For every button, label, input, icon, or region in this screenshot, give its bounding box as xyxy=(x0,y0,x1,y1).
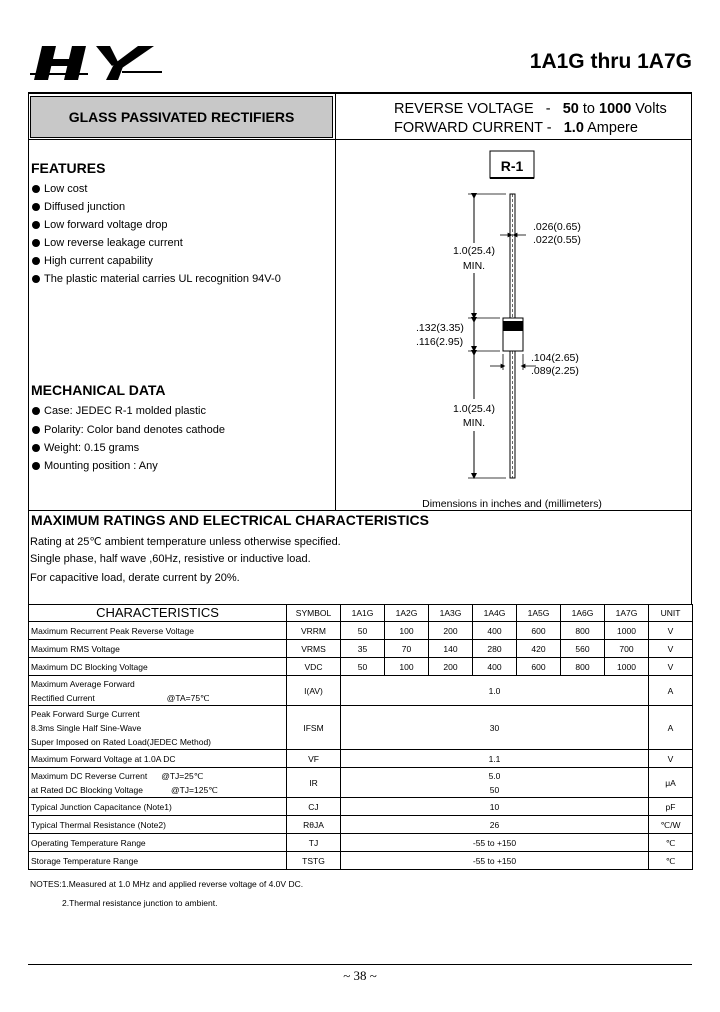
row-value: 600 xyxy=(517,622,561,640)
row-unit: μA xyxy=(649,768,693,798)
row-label: Maximum Recurrent Peak Reverse Voltage xyxy=(29,622,287,640)
row-symbol: I(AV) xyxy=(287,676,341,706)
row-label: Maximum Forward Voltage at 1.0A DC xyxy=(29,750,287,768)
row-label: Typical Thermal Resistance (Note2) xyxy=(29,816,287,834)
column-header: SYMBOL xyxy=(287,605,341,622)
reverse-voltage-spec xyxy=(394,101,667,117)
row-symbol: VF xyxy=(287,750,341,768)
row-value: 1000 xyxy=(605,658,649,676)
row-condition: @TJ=125℃ xyxy=(170,784,218,795)
reverse-voltage-sep: - xyxy=(545,101,551,117)
reverse-voltage-to: to xyxy=(582,101,595,117)
row-label-text: at Rated DC Blocking Voltage xyxy=(31,784,143,795)
reverse-voltage-max: 1000 xyxy=(599,101,632,117)
list-item: Low forward voltage drop xyxy=(31,216,281,234)
row-label-line xyxy=(31,691,284,705)
table-row xyxy=(29,750,693,768)
row-value: 1.1 xyxy=(341,750,649,768)
cathode-band xyxy=(503,321,523,331)
row-label-text: Maximum DC Reverse Current xyxy=(31,770,148,781)
row-value: 50 xyxy=(341,622,385,640)
column-header: 1A4G xyxy=(473,605,517,622)
row-symbol: TSTG xyxy=(287,852,341,870)
table-row xyxy=(29,658,693,676)
forward-current-sep: - xyxy=(546,120,552,136)
row-value: 800 xyxy=(561,658,605,676)
column-header: 1A2G xyxy=(385,605,429,622)
row-value: 1000 xyxy=(605,622,649,640)
column-header: 1A5G xyxy=(517,605,561,622)
features-title: FEATURES xyxy=(31,160,106,176)
row-value: 420 xyxy=(517,640,561,658)
row-label: Typical Junction Capacitance (Note1) xyxy=(29,798,287,816)
row-value: 560 xyxy=(561,640,605,658)
note-line: NOTES:1.Measured at 1.0 MHz and applied reverse voltage of 4.0V DC. xyxy=(30,879,304,889)
list-item: Low cost xyxy=(31,179,281,198)
row-value-line: 50 xyxy=(489,784,500,795)
row-unit: V xyxy=(649,658,693,676)
row-label-line: Maximum Average Forward xyxy=(31,678,135,689)
lead-length-bottom-min: MIN. xyxy=(462,417,486,429)
list-item: Diffused junction xyxy=(31,198,281,216)
row-condition: @TJ=25℃ xyxy=(161,770,204,781)
rating-line: Single phase, half wave ,60Hz, resistive or inductive load. xyxy=(30,553,311,565)
row-unit: ℃ xyxy=(649,852,693,870)
row-unit: pF xyxy=(649,798,693,816)
row-symbol: IFSM xyxy=(287,706,341,750)
company-logo xyxy=(28,44,164,82)
forward-current-unit: Ampere xyxy=(587,120,638,136)
ratings-title: MAXIMUM RATINGS AND ELECTRICAL CHARACTERISTICS xyxy=(31,512,429,528)
row-value: 400 xyxy=(473,622,517,640)
row-value: -55 to +150 xyxy=(341,852,649,870)
row-value: 400 xyxy=(473,658,517,676)
document-title: 1A1G thru 1A7G xyxy=(529,50,692,73)
table-row xyxy=(29,768,693,798)
row-label: Maximum DC Blocking Voltage xyxy=(29,658,287,676)
table-row xyxy=(29,706,693,750)
row-value: 100 xyxy=(385,622,429,640)
row-value: 800 xyxy=(561,622,605,640)
row-symbol: VDC xyxy=(287,658,341,676)
row-symbol: CJ xyxy=(287,798,341,816)
reverse-voltage-min: 50 xyxy=(562,101,579,117)
row-label-text: Rectified Current xyxy=(31,692,95,703)
list-item: The plastic material carries UL recognition 94V-0 xyxy=(31,270,281,288)
row-label-line xyxy=(31,783,284,797)
row-symbol: RθJA xyxy=(287,816,341,834)
row-value: 10 xyxy=(341,798,649,816)
forward-current-spec xyxy=(394,120,638,136)
body-diameter-max: .104(2.65) xyxy=(531,352,579,364)
frame-left xyxy=(28,92,29,604)
table-row xyxy=(29,676,693,706)
row-label xyxy=(29,768,287,798)
row-label-line: Super Imposed on Rated Load(JEDEC Method) xyxy=(31,736,212,747)
row-value: 280 xyxy=(473,640,517,658)
row-value xyxy=(341,768,649,798)
list-item: Low reverse leakage current xyxy=(31,234,281,252)
table-row xyxy=(29,622,693,640)
table-row xyxy=(29,798,693,816)
row-label: Maximum RMS Voltage xyxy=(29,640,287,658)
row-value: 600 xyxy=(517,658,561,676)
table-row xyxy=(29,640,693,658)
reverse-voltage-label: REVERSE VOLTAGE xyxy=(394,101,534,117)
table-row xyxy=(29,852,693,870)
row-value: 50 xyxy=(341,658,385,676)
body-diameter-min: .089(2.25) xyxy=(531,365,579,377)
row-symbol: TJ xyxy=(287,834,341,852)
row-value: 35 xyxy=(341,640,385,658)
row-value: 26 xyxy=(341,816,649,834)
row-unit: V xyxy=(649,622,693,640)
list-item: Weight: 0.15 grams xyxy=(31,439,225,457)
column-header: 1A7G xyxy=(605,605,649,622)
column-header: 1A1G xyxy=(341,605,385,622)
row-value: 140 xyxy=(429,640,473,658)
footer-rule xyxy=(28,964,692,965)
row-symbol: VRRM xyxy=(287,622,341,640)
row-symbol: IR xyxy=(287,768,341,798)
drawing-caption: Dimensions in inches and (millimeters) xyxy=(422,498,602,510)
mechanical-list xyxy=(31,402,225,475)
list-item: Case: JEDEC R-1 molded plastic xyxy=(31,402,225,420)
row-value: 200 xyxy=(429,622,473,640)
mechanical-title: MECHANICAL DATA xyxy=(31,382,166,398)
row-label: Storage Temperature Range xyxy=(29,852,287,870)
row-label-line xyxy=(31,769,284,783)
column-header: CHARACTERISTICS xyxy=(29,605,287,622)
row-unit: A xyxy=(649,706,693,750)
forward-current-label: FORWARD CURRENT xyxy=(394,120,543,136)
row-condition: @TA=75℃ xyxy=(166,692,210,703)
features-list xyxy=(31,179,281,288)
column-header: UNIT xyxy=(649,605,693,622)
lead-diameter-min: .022(0.55) xyxy=(533,234,581,246)
list-item: Polarity: Color band denotes cathode xyxy=(31,420,225,439)
package-label: R-1 xyxy=(500,158,524,174)
list-item: Mounting position : Any xyxy=(31,457,225,475)
lead-length-bottom: 1.0(25.4) xyxy=(452,403,496,415)
table-header-row xyxy=(29,605,693,622)
body-length-min: .116(2.95) xyxy=(416,336,464,348)
row-value: 700 xyxy=(605,640,649,658)
row-unit: V xyxy=(649,640,693,658)
row-label xyxy=(29,676,287,706)
list-item: High current capability xyxy=(31,252,281,270)
note-line: 2.Thermal resistance junction to ambient. xyxy=(62,898,218,908)
row-value: 200 xyxy=(429,658,473,676)
row-value: -55 to +150 xyxy=(341,834,649,852)
row-value: 100 xyxy=(385,658,429,676)
row-unit: A xyxy=(649,676,693,706)
table-row xyxy=(29,834,693,852)
row-value: 30 xyxy=(341,706,649,750)
row-label: Operating Temperature Range xyxy=(29,834,287,852)
column-header: 1A3G xyxy=(429,605,473,622)
row-value-line: 5.0 xyxy=(488,770,501,781)
lead-length-top: 1.0(25.4) xyxy=(452,245,496,257)
column-divider xyxy=(335,92,336,511)
row-value: 1.0 xyxy=(341,676,649,706)
row-value: 70 xyxy=(385,640,429,658)
lead-diameter-max: .026(0.65) xyxy=(533,221,581,233)
frame-top-rule xyxy=(28,92,692,94)
lead-length-top-min: MIN. xyxy=(462,260,486,272)
rating-line: For capacitive load, derate current by 20%. xyxy=(30,572,240,584)
row-unit: V xyxy=(649,750,693,768)
package-drawing xyxy=(340,140,692,510)
characteristics-table xyxy=(28,604,693,870)
column-header: 1A6G xyxy=(561,605,605,622)
rating-line: Rating at 25℃ ambient temperature unless otherwise specified. xyxy=(30,536,341,548)
page-number: ~ 38 ~ xyxy=(343,968,377,983)
row-label xyxy=(29,706,287,750)
row-unit: ℃/W xyxy=(649,816,693,834)
row-label-line: Peak Forward Surge Current xyxy=(31,708,140,719)
forward-current-value: 1.0 xyxy=(563,120,584,136)
row-label-line: 8.3ms Single Half Sine-Wave xyxy=(31,722,142,733)
section-divider xyxy=(28,510,692,511)
table-row xyxy=(29,816,693,834)
body-length-max: .132(3.35) xyxy=(416,322,464,334)
reverse-voltage-unit: Volts xyxy=(635,101,667,117)
row-unit: ℃ xyxy=(649,834,693,852)
category-banner: GLASS PASSIVATED RECTIFIERS xyxy=(30,96,333,138)
row-symbol: VRMS xyxy=(287,640,341,658)
